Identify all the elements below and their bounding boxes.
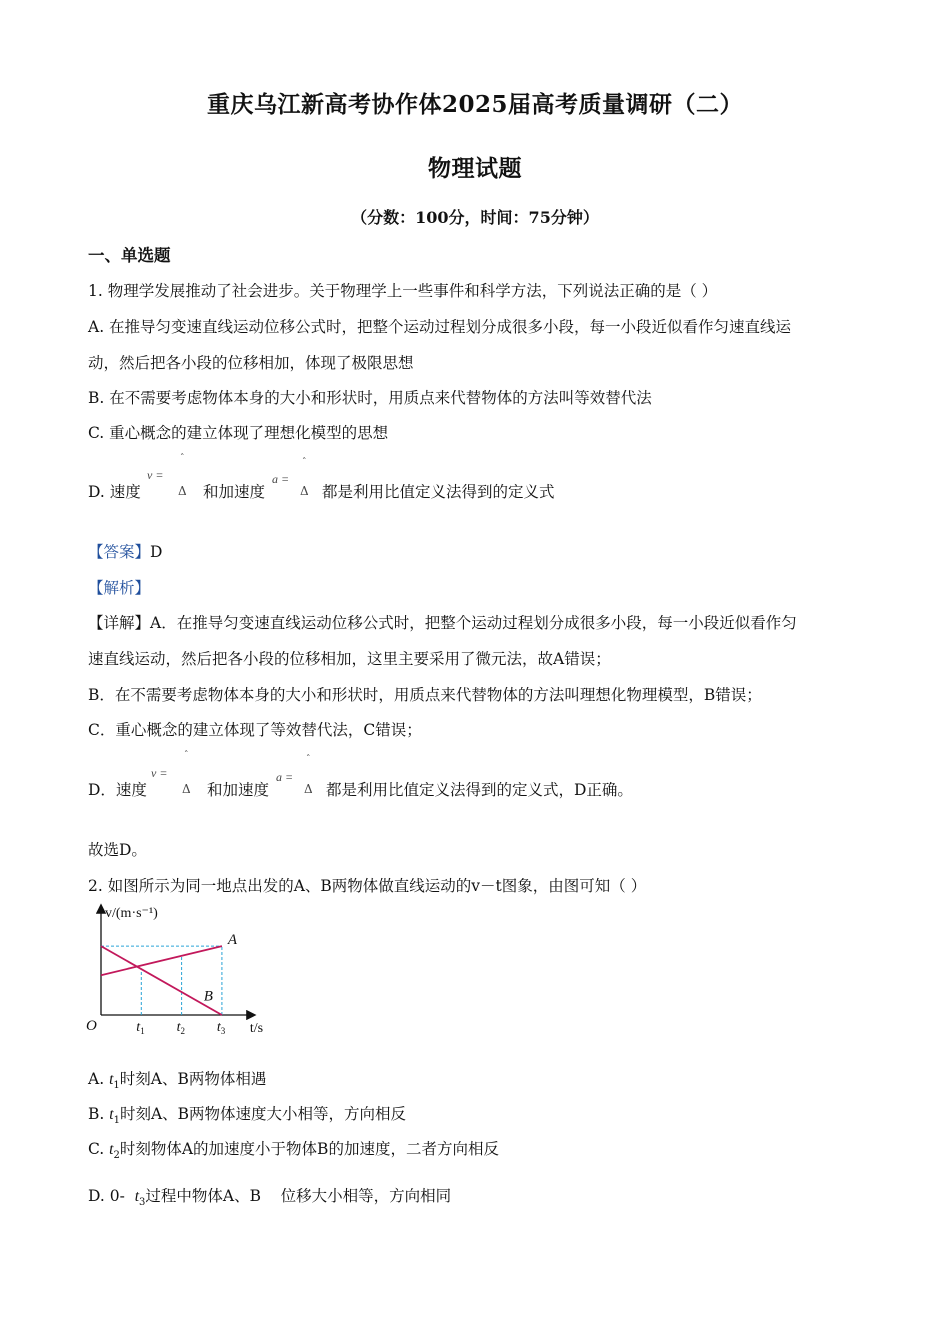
detail-d-suffix: 都是利用比值定义法得到的定义式，D正确。 <box>326 781 633 799</box>
detail-d-prefix: D．速度 <box>88 781 147 799</box>
x-tick-label-t2: $t_2$ <box>176 1020 185 1036</box>
detail-d-mid: 和加速度 <box>207 781 270 799</box>
detail-a-line2: 速直线运动，然后把各小段的位移相加，这里主要采用了微元法，故A错误； <box>88 650 611 668</box>
q1-option-d-delta-2: Δ <box>300 484 309 498</box>
q1-answer <box>88 540 162 562</box>
q2-option-d-text: 过程中物体A、B 位移大小相等，方向相同 <box>145 1187 452 1205</box>
detail-d-delta-1: Δ <box>182 782 191 796</box>
series-label-A: A <box>227 932 238 949</box>
detail-d-a-formula: a = <box>276 770 294 784</box>
q2-option-c-text: 时刻物体A的加速度小于物体B的加速度，二者方向相反 <box>119 1140 499 1158</box>
detail-d-delta-2: Δ <box>304 782 313 796</box>
q2-option-d-prefix: D. 0- <box>88 1187 135 1205</box>
q2-option-a <box>88 1067 266 1091</box>
q2-option-c-prefix: C. <box>88 1140 110 1158</box>
x-tick-label-t3: $t_3$ <box>216 1020 226 1036</box>
q2-option-d-t: t <box>134 1188 139 1205</box>
chart-axes <box>101 906 254 1015</box>
q2-option-a-text: 时刻A、B两物体相遇 <box>119 1070 267 1088</box>
q2-stem: 2. 如图所示为同一地点出发的A、B两物体做直线运动的v－t图象，由图可知（ ） <box>88 877 647 895</box>
detail-d-v-formula: v = <box>151 766 168 780</box>
q1-option-d-hat-2: ˆ <box>302 458 307 468</box>
q2-option-b-prefix: B. <box>88 1105 110 1123</box>
q2-option-b <box>88 1102 406 1126</box>
analysis-label: 【解析】 <box>88 579 151 597</box>
detail-c: C．重心概念的建立体现了等效替代法，C错误； <box>88 721 422 739</box>
q1-conclusion: 故选D。 <box>88 841 147 859</box>
q1-option-d-delta-1: Δ <box>178 484 187 498</box>
q1-option-d-a-formula: a = <box>272 472 290 486</box>
paper-title: 重庆乌江新高考协作体2025届高考质量调研（二） <box>206 91 743 118</box>
q1-option-d-prefix: D. 速度 <box>88 483 141 501</box>
q2-option-b-text: 时刻A、B两物体速度大小相等，方向相反 <box>119 1105 407 1123</box>
q2-option-c <box>88 1137 499 1161</box>
x-tick-label-t1: $t_1$ <box>136 1020 145 1036</box>
paper-subtitle: 物理试题 <box>428 155 522 182</box>
q2-option-a-prefix: A. <box>88 1070 110 1088</box>
q1-option-d-mid: 和加速度 <box>203 483 266 501</box>
origin-label: O <box>86 1018 97 1034</box>
q1-option-d-hat-1: ˆ <box>180 454 185 464</box>
chart-series <box>101 946 222 1015</box>
q2-option-a-sub: 1 <box>113 1080 120 1092</box>
vt-chart <box>80 900 280 1042</box>
x-axis-label: t/s <box>249 1021 264 1036</box>
answer-label: 【答案】 <box>88 543 151 561</box>
detail-a-line1: 【详解】A．在推导匀变速直线运动位移公式时，把整个运动过程划分成很多小段，每一小段近似看作匀 <box>88 614 797 632</box>
chart-labels <box>86 906 263 1036</box>
detail-d-hat-2: ˆ <box>306 755 311 765</box>
answer-value: D <box>150 543 163 561</box>
q2-option-b-sub: 1 <box>113 1115 120 1127</box>
q1-option-d-suffix: 都是利用比值定义法得到的定义式 <box>322 483 555 501</box>
detail-b: B．在不需要考虑物体本身的大小和形状时，用质点来代替物体的方法叫理想化物理模型，B错误； <box>88 686 762 704</box>
q2-option-d-sub: 3 <box>139 1197 146 1209</box>
section-heading: 一、单选题 <box>88 246 171 265</box>
q2-option-c-sub: 2 <box>113 1150 120 1162</box>
detail-d-hat-1: ˆ <box>184 751 189 761</box>
q1-option-a-line1: A. 在推导匀变速直线运动位移公式时，把整个运动过程划分成很多小段，每一小段近似看作匀速直线运 <box>88 318 792 336</box>
q1-option-c: C. 重心概念的建立体现了理想化模型的思想 <box>88 424 389 442</box>
series-line-B <box>101 946 222 1015</box>
q2-option-d <box>88 1184 451 1208</box>
q1-option-b: B. 在不需要考虑物体本身的大小和形状时，用质点来代替物体的方法叫等效替代法 <box>88 389 652 407</box>
q1-stem: 1. 物理学发展推动了社会进步。关于物理学上一些事件和科学方法，下列说法正确的是（ ） <box>88 282 718 300</box>
q2-option-a-t: t <box>109 1071 114 1088</box>
y-axis-label: v/(m·s⁻¹) <box>105 906 158 921</box>
q2-option-b-t: t <box>109 1106 114 1123</box>
q1-option-d-v-formula: v = <box>147 468 164 482</box>
q2-option-c-t: t <box>109 1141 114 1158</box>
series-line-A <box>101 946 222 975</box>
series-label-B: B <box>203 988 213 1005</box>
q1-option-a-line2: 动，然后把各小段的位移相加，体现了极限思想 <box>88 354 414 372</box>
exam-info: （分数：100分，时间：75分钟） <box>351 208 599 227</box>
